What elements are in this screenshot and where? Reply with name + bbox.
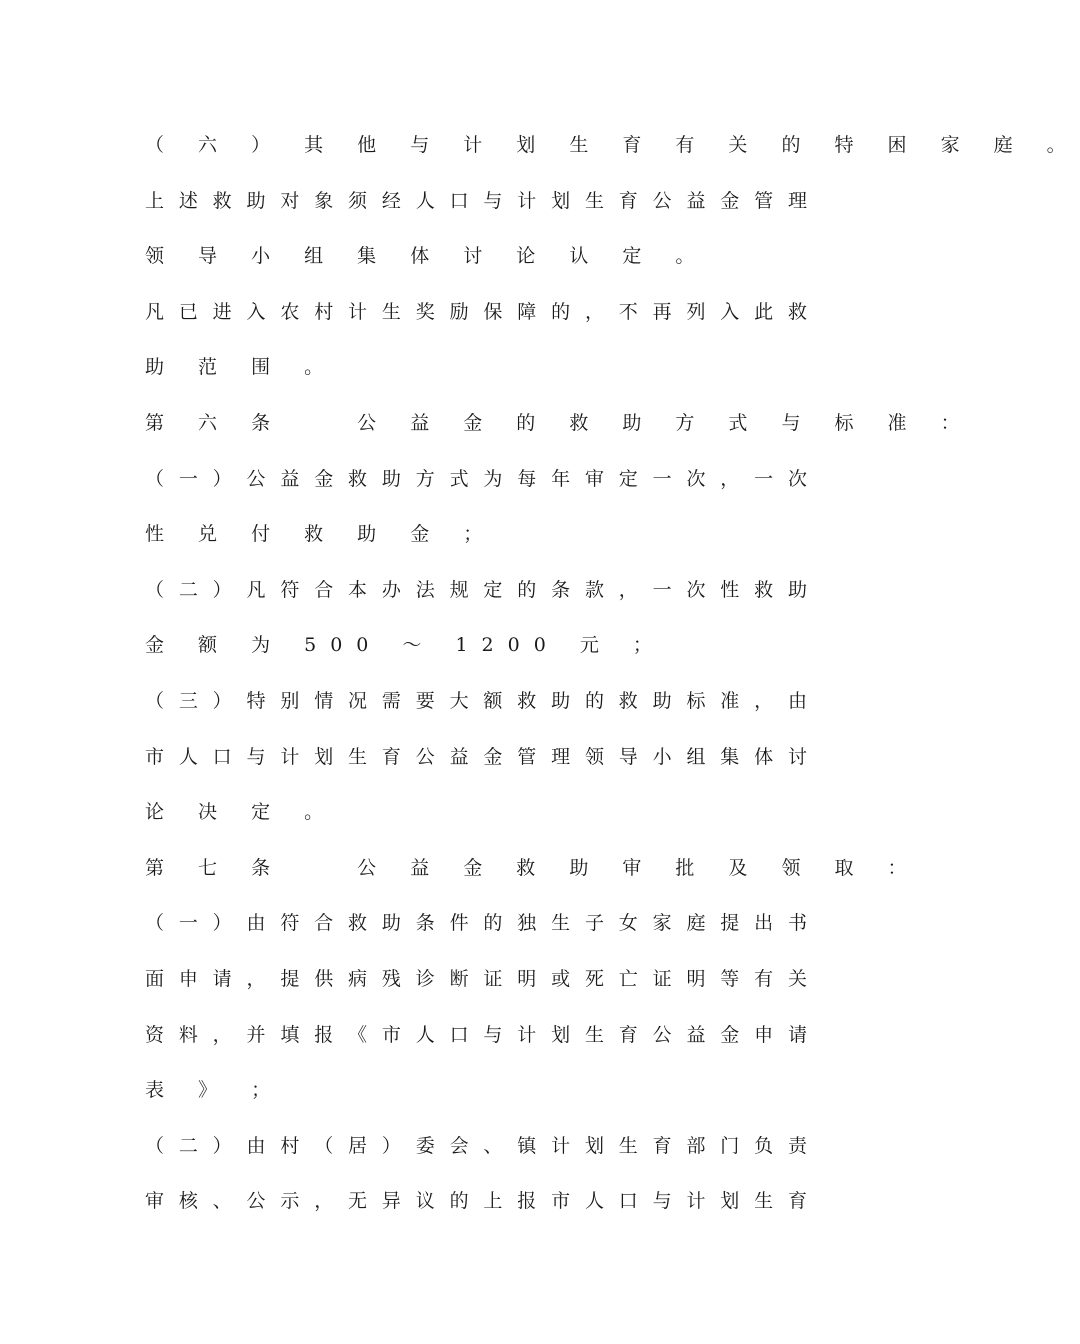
text-line: 性 兑 付 救 助 金 ； — [145, 523, 497, 545]
text-line: 第 七 条 公 益 金 救 助 审 批 及 领 取 ： — [145, 857, 921, 879]
text-line: （ 三 ） 特 别 情 况 需 要 大 额 救 助 的 救 助 标 准 ， 由 — [145, 690, 807, 712]
text-line: 面 申 请 ， 提 供 病 残 诊 断 证 明 或 死 亡 证 明 等 有 关 — [145, 968, 807, 990]
text-line: 审 核 、 公 示 ， 无 异 议 的 上 报 市 人 口 与 计 划 生 育 — [145, 1190, 807, 1212]
text-line: （ 六 ） 其 他 与 计 划 生 育 有 关 的 特 困 家 庭 。 — [145, 134, 1080, 156]
text-line: 金 额 为 500 ～ 1200 元 ； — [145, 634, 666, 656]
text-line: 资 料 ， 并 填 报 《 市 人 口 与 计 划 生 育 公 益 金 申 请 — [145, 1024, 807, 1046]
text-line: 凡 已 进 入 农 村 计 生 奖 励 保 障 的 ， 不 再 列 入 此 救 — [145, 301, 807, 323]
text-line: （ 二 ） 由 村 （ 居 ） 委 会 、 镇 计 划 生 育 部 门 负 责 — [145, 1135, 807, 1157]
text-line: 助 范 围 。 — [145, 356, 338, 378]
text-line: 上 述 救 助 对 象 须 经 人 口 与 计 划 生 育 公 益 金 管 理 — [145, 190, 807, 212]
text-line: 领 导 小 组 集 体 讨 论 认 定 。 — [145, 245, 709, 267]
text-line: （ 一 ） 公 益 金 救 助 方 式 为 每 年 审 定 一 次 ， 一 次 — [145, 468, 807, 490]
text-line: （ 一 ） 由 符 合 救 助 条 件 的 独 生 子 女 家 庭 提 出 书 — [145, 912, 807, 934]
text-line: 第 六 条 公 益 金 的 救 助 方 式 与 标 准 ： — [145, 412, 974, 434]
text-line: 论 决 定 。 — [145, 801, 338, 823]
text-line: 市 人 口 与 计 划 生 育 公 益 金 管 理 领 导 小 组 集 体 讨 — [145, 746, 807, 768]
text-line: （ 二 ） 凡 符 合 本 办 法 规 定 的 条 款 ， 一 次 性 救 助 — [145, 579, 807, 601]
text-line: 表 》 ； — [145, 1079, 285, 1101]
